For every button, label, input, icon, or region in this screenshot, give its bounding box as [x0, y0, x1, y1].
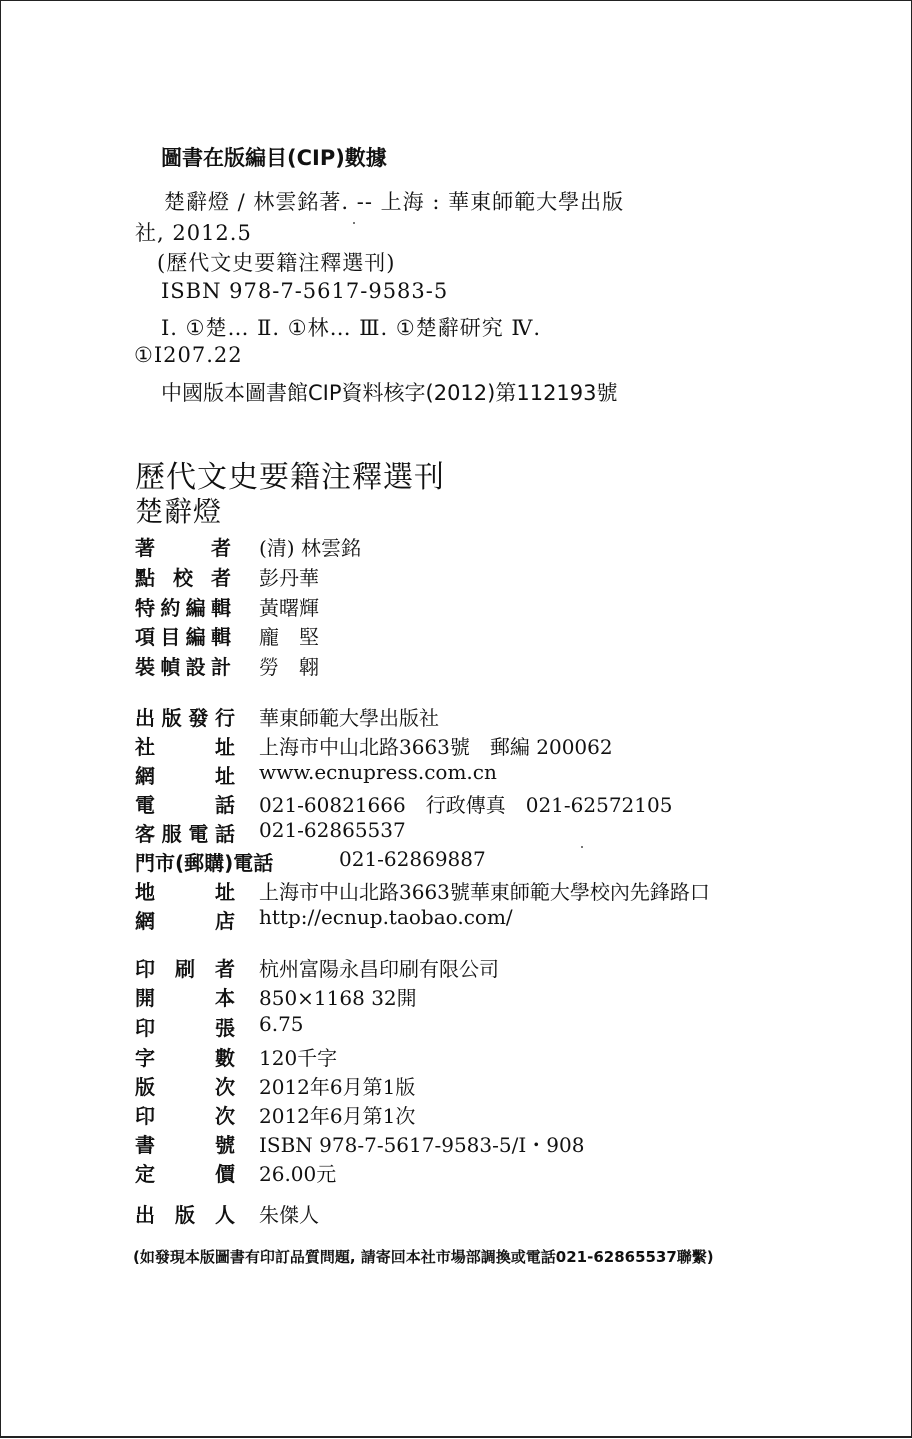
service-phone-label: 客服電話 — [135, 822, 235, 846]
cip-line-2: 社, 2012.5 — [135, 221, 252, 245]
store-phone-value: 021-62869887 — [339, 847, 486, 871]
spec-value: 6.75 — [259, 1012, 304, 1036]
spec-value: 120千字 — [259, 1046, 338, 1070]
cip-line-1: 楚辭燈 / 林雲銘著. -- 上海 : 華東師範大學出版 — [164, 190, 625, 214]
quality-notice: (如發現本版圖書有印訂品質問題, 請寄回本社市場部調換或電話021-62865537聯繫) — [133, 1248, 714, 1266]
location-label: 地 址 — [135, 880, 235, 904]
spec-value: 2012年6月第1次 — [259, 1104, 416, 1128]
spec-value: ISBN 978-7-5617-9583-5/I・908 — [259, 1133, 585, 1157]
cip-line-3: (歷代文史要籍注釋選刊) — [157, 251, 396, 275]
book-title: 楚辭燈 — [135, 495, 223, 528]
credit-label: 特約編輯 — [135, 596, 231, 620]
spec-label: 字 數 — [135, 1046, 235, 1070]
phone-label: 電 話 — [135, 793, 235, 817]
publisher-label: 出版發行 — [135, 706, 235, 730]
store-phone-label: 門市(郵購)電話 — [135, 851, 274, 875]
spec-label: 書 號 — [135, 1133, 235, 1157]
location-value: 上海市中山北路3663號華東師範大學校內先鋒路口 — [259, 880, 710, 904]
website-label: 網 址 — [135, 764, 235, 788]
scan-speck — [353, 222, 355, 224]
cip-line-7: 中國版本圖書館CIP資料核字(2012)第112193號 — [161, 381, 618, 405]
service-phone-value: 021-62865537 — [259, 818, 406, 842]
spec-label: 版 次 — [135, 1075, 235, 1099]
phone-value: 021-60821666 行政傳真 021-62572105 — [259, 793, 673, 817]
address-label: 社 址 — [135, 735, 235, 759]
spec-value: 26.00元 — [259, 1162, 337, 1186]
credit-value: 勞 翺 — [259, 655, 319, 679]
cip-line-4: ISBN 978-7-5617-9583-5 — [161, 279, 449, 303]
spec-label: 定 價 — [135, 1162, 235, 1186]
credit-value: 彭丹華 — [259, 566, 319, 590]
spec-label: 開 本 — [135, 986, 235, 1010]
credit-value: (清) 林雲銘 — [259, 536, 361, 560]
credit-label: 點 校 者 — [135, 566, 231, 590]
address-value: 上海市中山北路3663號 郵編 200062 — [259, 735, 613, 759]
spec-label: 印 次 — [135, 1104, 235, 1128]
shop-value: http://ecnup.taobao.com/ — [259, 905, 513, 929]
spec-value: 850×1168 32開 — [259, 986, 417, 1010]
publisher-person-value: 朱傑人 — [259, 1203, 319, 1227]
cip-line-5: Ⅰ. ①楚… Ⅱ. ①林… Ⅲ. ①楚辭研究 Ⅳ. — [161, 316, 542, 340]
cip-heading: 圖書在版編目(CIP)數據 — [161, 146, 387, 170]
series-title: 歷代文史要籍注釋選刊 — [135, 460, 445, 495]
credit-value: 龐 堅 — [259, 625, 319, 649]
cip-line-6: ①I207.22 — [134, 343, 243, 367]
credit-label: 著 者 — [135, 536, 231, 560]
publisher-name: 華東師範大學出版社 — [259, 706, 439, 730]
publisher-person-label: 出 版 人 — [135, 1203, 235, 1227]
credit-label: 裝幀設計 — [135, 655, 231, 679]
spec-label: 印 張 — [135, 1016, 235, 1040]
spec-value: 杭州富陽永昌印刷有限公司 — [259, 957, 499, 981]
spec-label: 印 刷 者 — [135, 957, 235, 981]
scan-speck — [581, 846, 583, 848]
credit-label: 項目編輯 — [135, 625, 231, 649]
spec-value: 2012年6月第1版 — [259, 1075, 416, 1099]
shop-label: 網 店 — [135, 909, 235, 933]
website-value: www.ecnupress.com.cn — [259, 760, 497, 784]
credit-value: 黃曙輝 — [259, 596, 319, 620]
